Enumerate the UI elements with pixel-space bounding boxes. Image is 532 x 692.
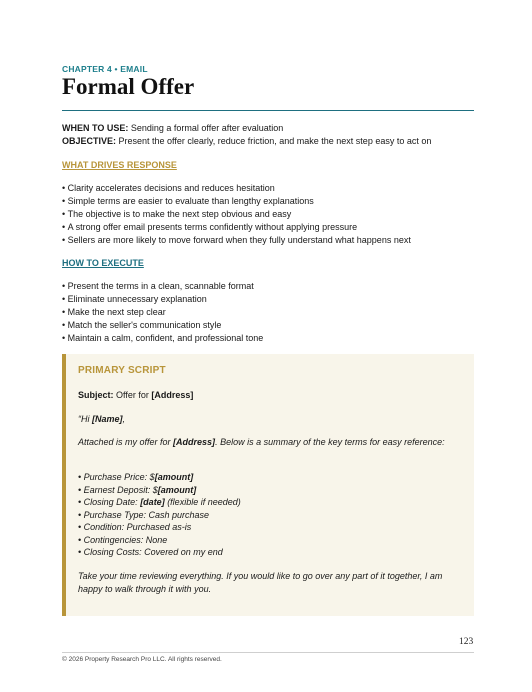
list-item (78, 471, 463, 484)
primary-script-box (62, 354, 474, 616)
list-item (78, 484, 463, 497)
term-value: [amount] (154, 472, 194, 482)
intro-address-placeholder: [Address] (173, 437, 216, 447)
drives-response-list (62, 182, 411, 247)
list-item (78, 534, 463, 547)
page-title: Formal Offer (62, 74, 195, 99)
script-subject-line (78, 389, 463, 402)
intro-pre: Attached is my offer for (78, 437, 174, 447)
list-item: • Match the seller's communication style (62, 319, 263, 332)
list-item: • The objective is to make the next step obvious and easy (62, 208, 411, 221)
term-label: Earnest Deposit: $ (83, 484, 158, 495)
list-item: • Maintain a calm, confident, and professional tone (62, 332, 263, 345)
term-label: Condition: Purchased as-is (83, 522, 192, 532)
objective-text: Present the offer clearly, reduce friction, and make the next step easy to act on (116, 136, 432, 146)
chapter-label: CHAPTER 4 • EMAIL (62, 64, 148, 74)
list-item (78, 546, 463, 559)
subject-address-placeholder: [Address] (151, 390, 194, 400)
term-label: Purchase Type: Cash purchase (83, 509, 210, 520)
list-item (78, 509, 463, 522)
script-title: PRIMARY SCRIPT (78, 365, 166, 376)
when-to-use-line (62, 123, 283, 133)
how-to-execute-heading: HOW TO EXECUTE (62, 258, 144, 268)
script-intro (78, 436, 463, 449)
term-value: [amount] (157, 484, 197, 495)
list-item (78, 496, 463, 509)
subject-label: Subject: (78, 390, 114, 400)
intro-post: . Below is a summary of the key terms for easy reference: (215, 437, 445, 447)
list-item: • Clarity accelerates decisions and reduces hesitation (62, 182, 411, 195)
term-label: Contingencies: None (83, 534, 168, 545)
objective-line (62, 136, 431, 146)
list-item: • Present the terms in a clean, scannable format (62, 280, 263, 293)
when-to-use-label: WHEN TO USE: (62, 123, 129, 133)
footer-copyright: © 2026 Property Research Pro LLC. All rights reserved. (62, 656, 222, 663)
list-item: • Eliminate unnecessary explanation (62, 293, 263, 306)
footer-divider (62, 652, 474, 653)
greeting-pre: “Hi (78, 414, 92, 424)
title-divider (62, 110, 474, 111)
list-item: • Simple terms are easier to evaluate than lengthy explanations (62, 195, 411, 208)
subject-text: Offer for (113, 390, 152, 400)
greeting-post: , (122, 414, 126, 424)
how-to-execute-list (62, 280, 263, 345)
term-value: [date] (140, 497, 165, 507)
term-label: Purchase Price: $ (83, 472, 155, 482)
list-item: • Sellers are more likely to move forward when they fully understand what happens next (62, 234, 411, 247)
list-item: • Make the next step clear (62, 306, 263, 319)
objective-label: OBJECTIVE: (62, 136, 117, 146)
script-terms-list (78, 471, 463, 559)
list-item: • A strong offer email presents terms confidently without applying pressure (62, 221, 411, 234)
drives-response-heading: WHAT DRIVES RESPONSE (62, 160, 177, 170)
page-number: 123 (459, 637, 474, 647)
script-closing: Take your time reviewing everything. If you would like to go over any part of it together, I am happy to walk through it with you. (78, 571, 443, 594)
term-label: Closing Costs: Covered on my end (83, 547, 223, 557)
term-label: Closing Date: (83, 497, 141, 507)
greeting-name-placeholder: [Name] (92, 414, 123, 424)
list-item (78, 521, 463, 534)
term-rest: (flexible if needed) (164, 497, 241, 507)
when-to-use-text: Sending a formal offer after evaluation (128, 123, 284, 133)
script-greeting (78, 413, 463, 426)
